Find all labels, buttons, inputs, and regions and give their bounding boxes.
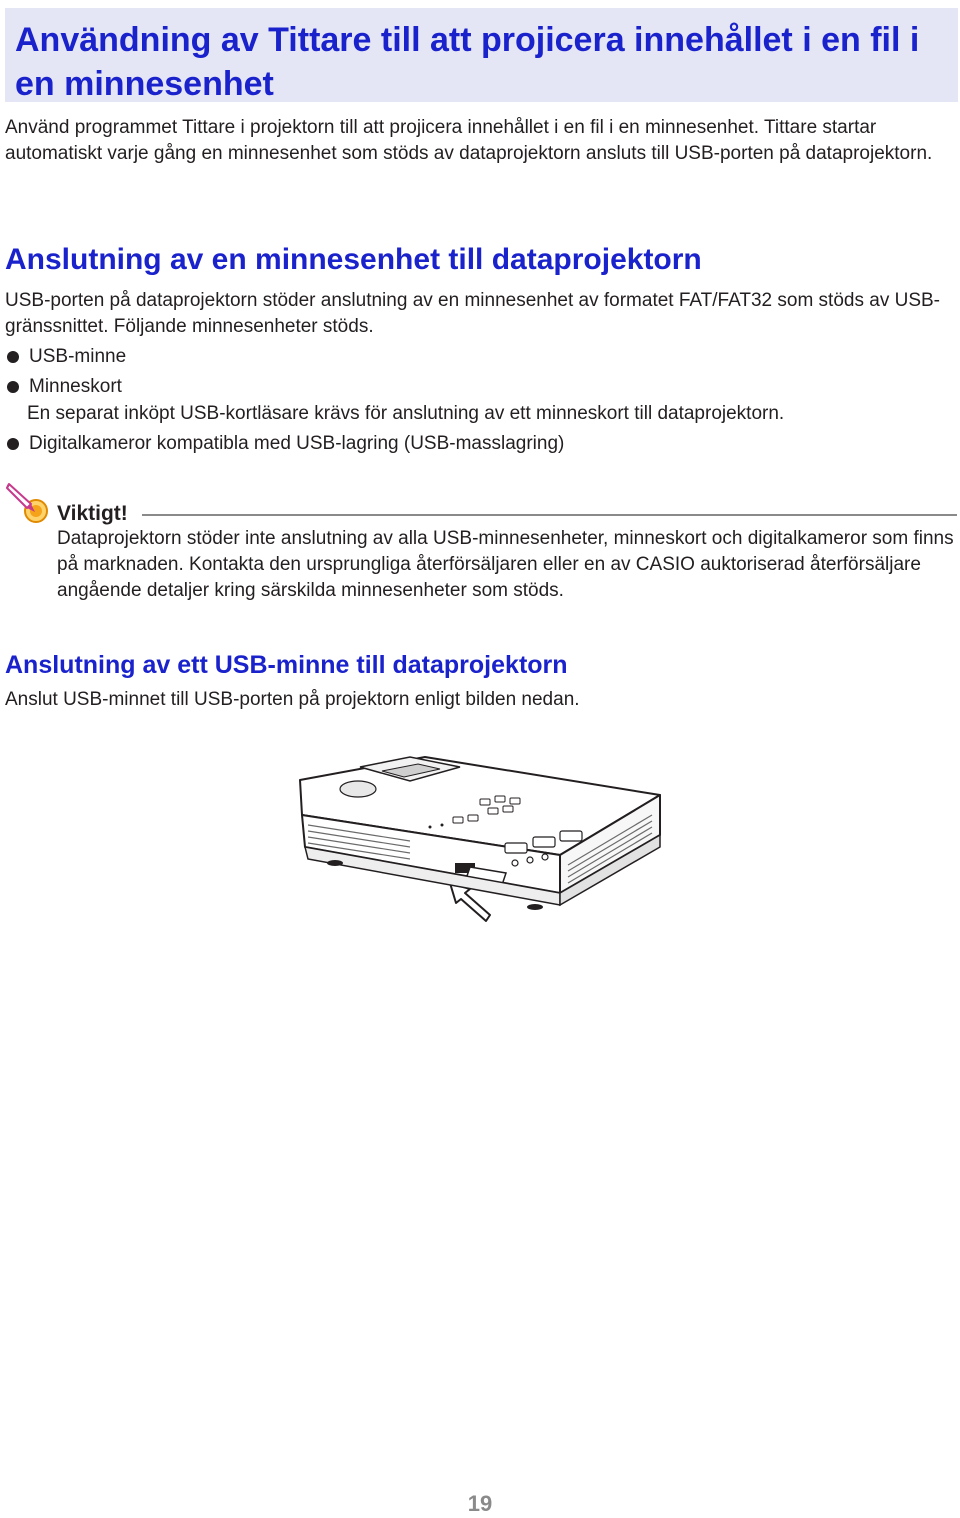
important-label: Viktigt! <box>57 502 128 525</box>
section-heading-usb-stick: Anslutning av ett USB-minne till dataprojektorn <box>5 651 568 679</box>
list-item-label: USB-minne <box>29 346 127 367</box>
bullet-icon <box>7 381 19 393</box>
page-number: 19 <box>467 1491 493 1516</box>
projector-usb-illustration <box>290 745 670 950</box>
bullet-icon <box>7 438 19 450</box>
important-divider <box>142 514 957 516</box>
title-band <box>5 8 958 102</box>
section-paragraph-usb-stick: Anslut USB-minnet till USB-porten på projektorn enligt bilden nedan. <box>5 689 580 710</box>
page-title: Användning av Tittare till att projicera innehållet i en fil i en minnesenhet <box>15 21 920 103</box>
list-item <box>5 431 564 457</box>
list-item-note: En separat inköpt USB-kortläsare krävs för anslutning av ett minneskort till dataprojektorn. <box>27 403 785 424</box>
section-paragraph-memory-device: USB-porten på dataprojektorn stöder anslutning av en minnesenhet av formatet FAT/FAT32 som stöds av USB-gränssnittet. Följande minnesenheter stöds. <box>5 290 940 337</box>
pencil-check-icon <box>5 480 53 526</box>
list-item-label: Minneskort <box>29 376 122 397</box>
list-item-label: Digitalkameror kompatibla med USB-lagring (USB-masslagring) <box>29 433 565 454</box>
list-item <box>5 344 126 370</box>
section-heading-memory-device: Anslutning av en minnesenhet till dataprojektorn <box>5 243 702 276</box>
list-item <box>5 374 122 400</box>
important-text: Dataprojektorn stöder inte anslutning av alla USB-minnesenheter, minneskort och digitalkameror som finns på marknaden. Kontakta den ursprungliga återförsäljaren eller en av CASIO auktoriserad återförsäljare angående detaljer kring särskilda minnesenheter som stöds. <box>57 528 954 601</box>
intro-paragraph: Använd programmet Tittare i projektorn till att projicera innehållet i en fil i en minnesenhet. Tittare startar automatiskt varje gång en minnesenhet som stöds av dataprojektorn ansluts till USB-porten på dataprojektorn. <box>5 117 933 164</box>
bullet-icon <box>7 351 19 363</box>
